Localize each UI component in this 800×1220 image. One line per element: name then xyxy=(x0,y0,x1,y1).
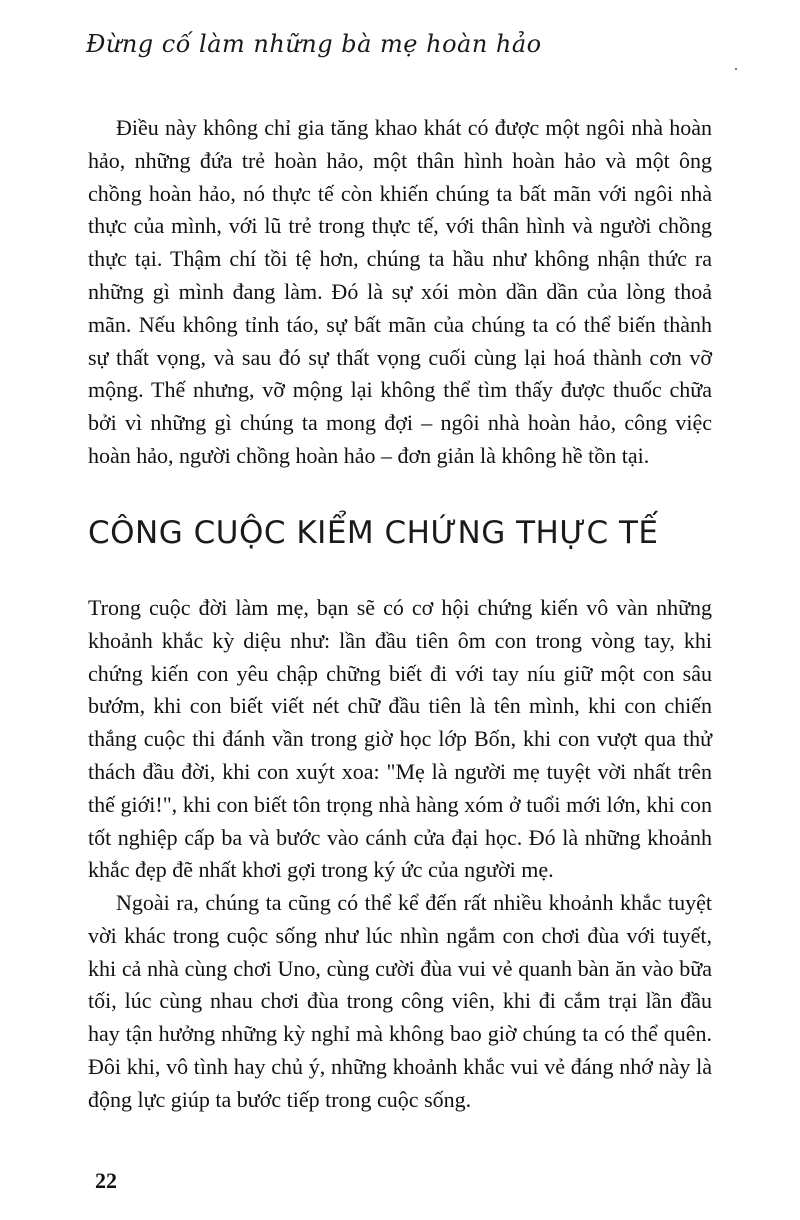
running-header: Đừng cố làm những bà mẹ hoàn hảo xyxy=(86,30,542,58)
paragraph-2: Trong cuộc đời làm mẹ, bạn sẽ có cơ hội chứng kiến vô vàn những khoảnh khắc kỳ diệu như: lần đầu tiên ôm con trong vòng tay, khi chứng kiến con yêu chập chững biết đi với tay níu giữ một con sâu bướm, khi con biết viết nét chữ đầu tiên là tên mình, khi con chiến thắng cuộc thi đánh vần trong giờ học lớp Bốn, khi con vượt qua thử thách đầu đời, khi con xuýt xoa: "Mẹ là người mẹ tuyệt vời nhất trên thế giới!", khi con biết tôn trọng nhà hàng xóm ở tuổi mới lớn, khi con tốt nghiệp cấp ba và bước vào cánh cửa đại học. Đó là những khoảnh khắc đẹp đẽ nhất khơi gợi trong ký ức của người mẹ. xyxy=(88,595,712,883)
paragraph-3: Ngoài ra, chúng ta cũng có thể kể đến rất nhiều khoảnh khắc tuyệt vời khác trong cuộc sống như lúc nhìn ngắm con chơi đùa với tuyết, khi cả nhà cùng chơi Uno, cùng cười đùa vui vẻ quanh bàn ăn vào bữa tối, lúc cùng nhau chơi đùa trong công viên, khi đi cắm trại lần đầu hay tận hưởng những kỳ nghỉ mà không bao giờ chúng ta có thể quên. Đôi khi, vô tình hay chủ ý, những khoảnh khắc vui vẻ đáng nhớ này là động lực giúp ta bước tiếp trong cuộc sống. xyxy=(88,890,712,1112)
page-number: 22 xyxy=(95,1168,117,1193)
section-heading: CÔNG CUỘC KIỂM CHỨNG THỰC TẾ xyxy=(88,515,659,551)
paragraph-1: Điều này không chỉ gia tăng khao khát có được một ngôi nhà hoàn hảo, những đứa trẻ hoàn hảo, một thân hình hoàn hảo và một ông chồng hoàn hảo, nó thực tế còn khiến chúng ta bất mãn với ngôi nhà thực của mình, với lũ trẻ trong thực tế, với thân hình và người chồng thực tại. Thậm chí tồi tệ hơn, chúng ta hầu như không nhận thức ra những gì mình đang làm. Đó là sự xói mòn dần dần của lòng thoả mãn. Nếu không tỉnh táo, sự bất mãn của chúng ta có thể biến thành sự thất vọng, và sau đó sự thất vọng cuối cùng lại hoá thành cơn vỡ mộng. Thế nhưng, vỡ mộng lại không thể tìm thấy được thuốc chữa bởi vì những gì chúng ta mong đợi – ngôi nhà hoàn hảo, công việc hoàn hảo, người chồng hoàn hảo – đơn giản là không hề tồn tại. xyxy=(88,115,712,468)
scan-speck xyxy=(735,68,737,70)
